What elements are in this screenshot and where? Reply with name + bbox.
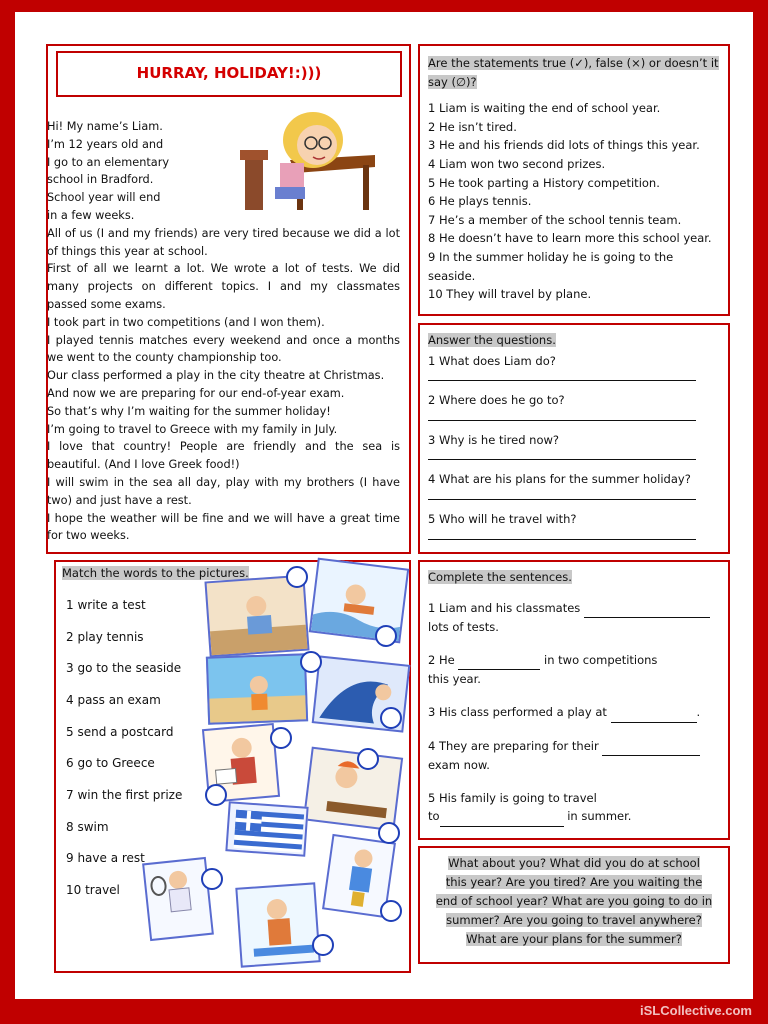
match-word: 3 go to the seaside <box>66 661 182 675</box>
story-line: Hi! My name’s Liam. <box>47 120 163 133</box>
story-paragraph: I took part in two competitions (and I won them). <box>47 315 325 329</box>
match-word: 1 write a test <box>66 598 146 612</box>
match-word: 2 play tennis <box>66 630 144 644</box>
question: 3 Why is he tired now? <box>428 432 559 447</box>
answer-circle[interactable] <box>286 566 308 588</box>
answer-circle[interactable] <box>378 822 400 844</box>
tf-statement: 6 He plays tennis. <box>428 194 532 209</box>
watermark-text: iSLCollective.com <box>640 1003 752 1018</box>
tf-instruction: Are the statements true (✓), false (×) or doesn’t it say (∅)? <box>428 56 719 89</box>
answer-circle[interactable] <box>357 748 379 770</box>
sentence-text: in summer. <box>567 809 632 824</box>
sentence-text: 5 His family is going to travel <box>428 790 597 805</box>
tf-statement: 4 Liam won two second prizes. <box>428 156 606 171</box>
tf-statement: 5 He took parting a History competition. <box>428 175 660 190</box>
answer-circle[interactable] <box>380 900 402 922</box>
about-you-line: What are your plans for the summer? <box>466 932 682 946</box>
blank-line[interactable] <box>440 807 564 827</box>
story-paragraph: So that’s why I’m waiting for the summer holiday! <box>47 404 331 418</box>
about-you-line: this year? Are you tired? Are you waiting the <box>445 875 703 889</box>
sentence-text: 1 Liam and his classmates <box>428 600 581 615</box>
story-paragraph: I played tennis matches every weekend and once a months we went to the county championship too. <box>47 333 400 365</box>
story-paragraph: Our class performed a play in the city theatre at Christmas. <box>47 369 385 383</box>
story-line: I’m 12 years old and <box>47 137 164 151</box>
answer-circle[interactable] <box>270 727 292 749</box>
answer-circle[interactable] <box>201 868 223 890</box>
sentence-text: exam now. <box>428 758 490 773</box>
about-you-panel <box>418 846 730 964</box>
tf-statement: 1 Liam is waiting the end of school year. <box>428 101 661 116</box>
answer-circle[interactable] <box>380 707 402 729</box>
sentence-text: . <box>696 704 701 719</box>
sentence-text: 2 He <box>428 652 455 667</box>
match-word: 9 have a rest <box>66 851 145 865</box>
tf-statement: 9 In the summer holiday he is going to the seaside. <box>428 249 674 283</box>
answer-circle[interactable] <box>375 625 397 647</box>
blank-line[interactable] <box>602 737 700 757</box>
sentence-text: 4 They are preparing for their <box>428 738 599 753</box>
match-instruction: Match the words to the pictures. <box>62 566 249 580</box>
answer-circle[interactable] <box>300 651 322 673</box>
sentence-text: 3 His class performed a play at <box>428 704 607 719</box>
story-line: school in Bradford. <box>47 173 154 187</box>
answer-line[interactable] <box>428 459 696 460</box>
story-paragraph: I’m going to travel to Greece with my family in July. <box>47 422 338 436</box>
about-you-line: end of school year? What are you going to do in <box>435 894 713 908</box>
tennis-picture <box>142 857 214 941</box>
story-line: I go to an elementary <box>47 155 170 169</box>
match-word: 6 go to Greece <box>66 756 155 770</box>
story-paragraph: All of us (I and my friends) are very tired because we did a lot of things this year at school. <box>47 226 400 258</box>
match-word: 7 win the first prize <box>66 788 183 802</box>
match-word: 8 swim <box>66 820 109 834</box>
answer-line[interactable] <box>428 420 696 421</box>
true-false-panel <box>418 44 730 316</box>
about-you-line: What about you? What did you do at school <box>448 856 700 870</box>
match-word: 5 send a postcard <box>66 725 174 739</box>
page-title: HURRAY, HOLIDAY!:))) <box>56 51 402 97</box>
story-paragraph: I hope the weather will be fine and we will have a great time for two weeks. <box>47 511 400 543</box>
sentence-text: lots of tests. <box>428 620 499 635</box>
tf-statement: 8 He doesn’t have to learn more this school year. <box>428 231 712 246</box>
about-you-line: summer? Are you going to travel anywhere? <box>446 913 702 927</box>
tf-statement: 3 He and his friends did lots of things this year. <box>428 138 700 153</box>
tf-statement: 10 They will travel by plane. <box>428 287 592 302</box>
sentence-text: this year. <box>428 672 481 687</box>
answer-circle[interactable] <box>205 784 227 806</box>
blank-line[interactable] <box>458 651 540 671</box>
question: 2 Where does he go to? <box>428 393 565 408</box>
story-paragraph: First of all we learnt a lot. We wrote a lot of tests. We did many projects on different topics. I and my classmates passed some exams. <box>47 262 400 311</box>
blank-line[interactable] <box>611 703 697 723</box>
question: 5 Who will he travel with? <box>428 511 577 526</box>
match-word: 4 pass an exam <box>66 693 161 707</box>
tf-statement: 2 He isn’t tired. <box>428 119 517 134</box>
tf-statement: 7 He’s a member of the school tennis team. <box>428 212 682 227</box>
answer-line[interactable] <box>428 539 696 540</box>
story-paragraph: And now we are preparing for our end-of-year exam. <box>47 386 345 400</box>
seaside-picture <box>206 653 308 724</box>
complete-instruction: Complete the sentences. <box>428 570 572 584</box>
write-test-picture <box>235 882 320 967</box>
exam-picture <box>303 747 403 832</box>
greece-flag-picture <box>225 801 308 856</box>
story-paragraph: I love that country! People are friendly and the sea is beautiful. (And I love Greek food!) <box>47 440 400 472</box>
questions-panel <box>418 323 730 554</box>
story-paragraph: I will swim in the sea all day, play with my brothers (I have two) and just have a rest. <box>47 475 400 507</box>
questions-instruction: Answer the questions. <box>428 333 556 347</box>
answer-circle[interactable] <box>312 934 334 956</box>
sentence-text: to <box>428 809 440 824</box>
story-text <box>47 118 400 545</box>
question: 1 What does Liam do? <box>428 353 556 368</box>
complete-panel <box>418 560 730 840</box>
sentence-text: in two competitions <box>544 652 658 667</box>
answer-line[interactable] <box>428 499 696 500</box>
question: 4 What are his plans for the summer holiday? <box>428 472 691 487</box>
story-line: School year will end <box>47 191 161 205</box>
blank-line[interactable] <box>584 599 710 619</box>
match-word: 10 travel <box>66 883 120 897</box>
story-line: in a few weeks. <box>47 208 135 222</box>
answer-line[interactable] <box>428 380 696 381</box>
